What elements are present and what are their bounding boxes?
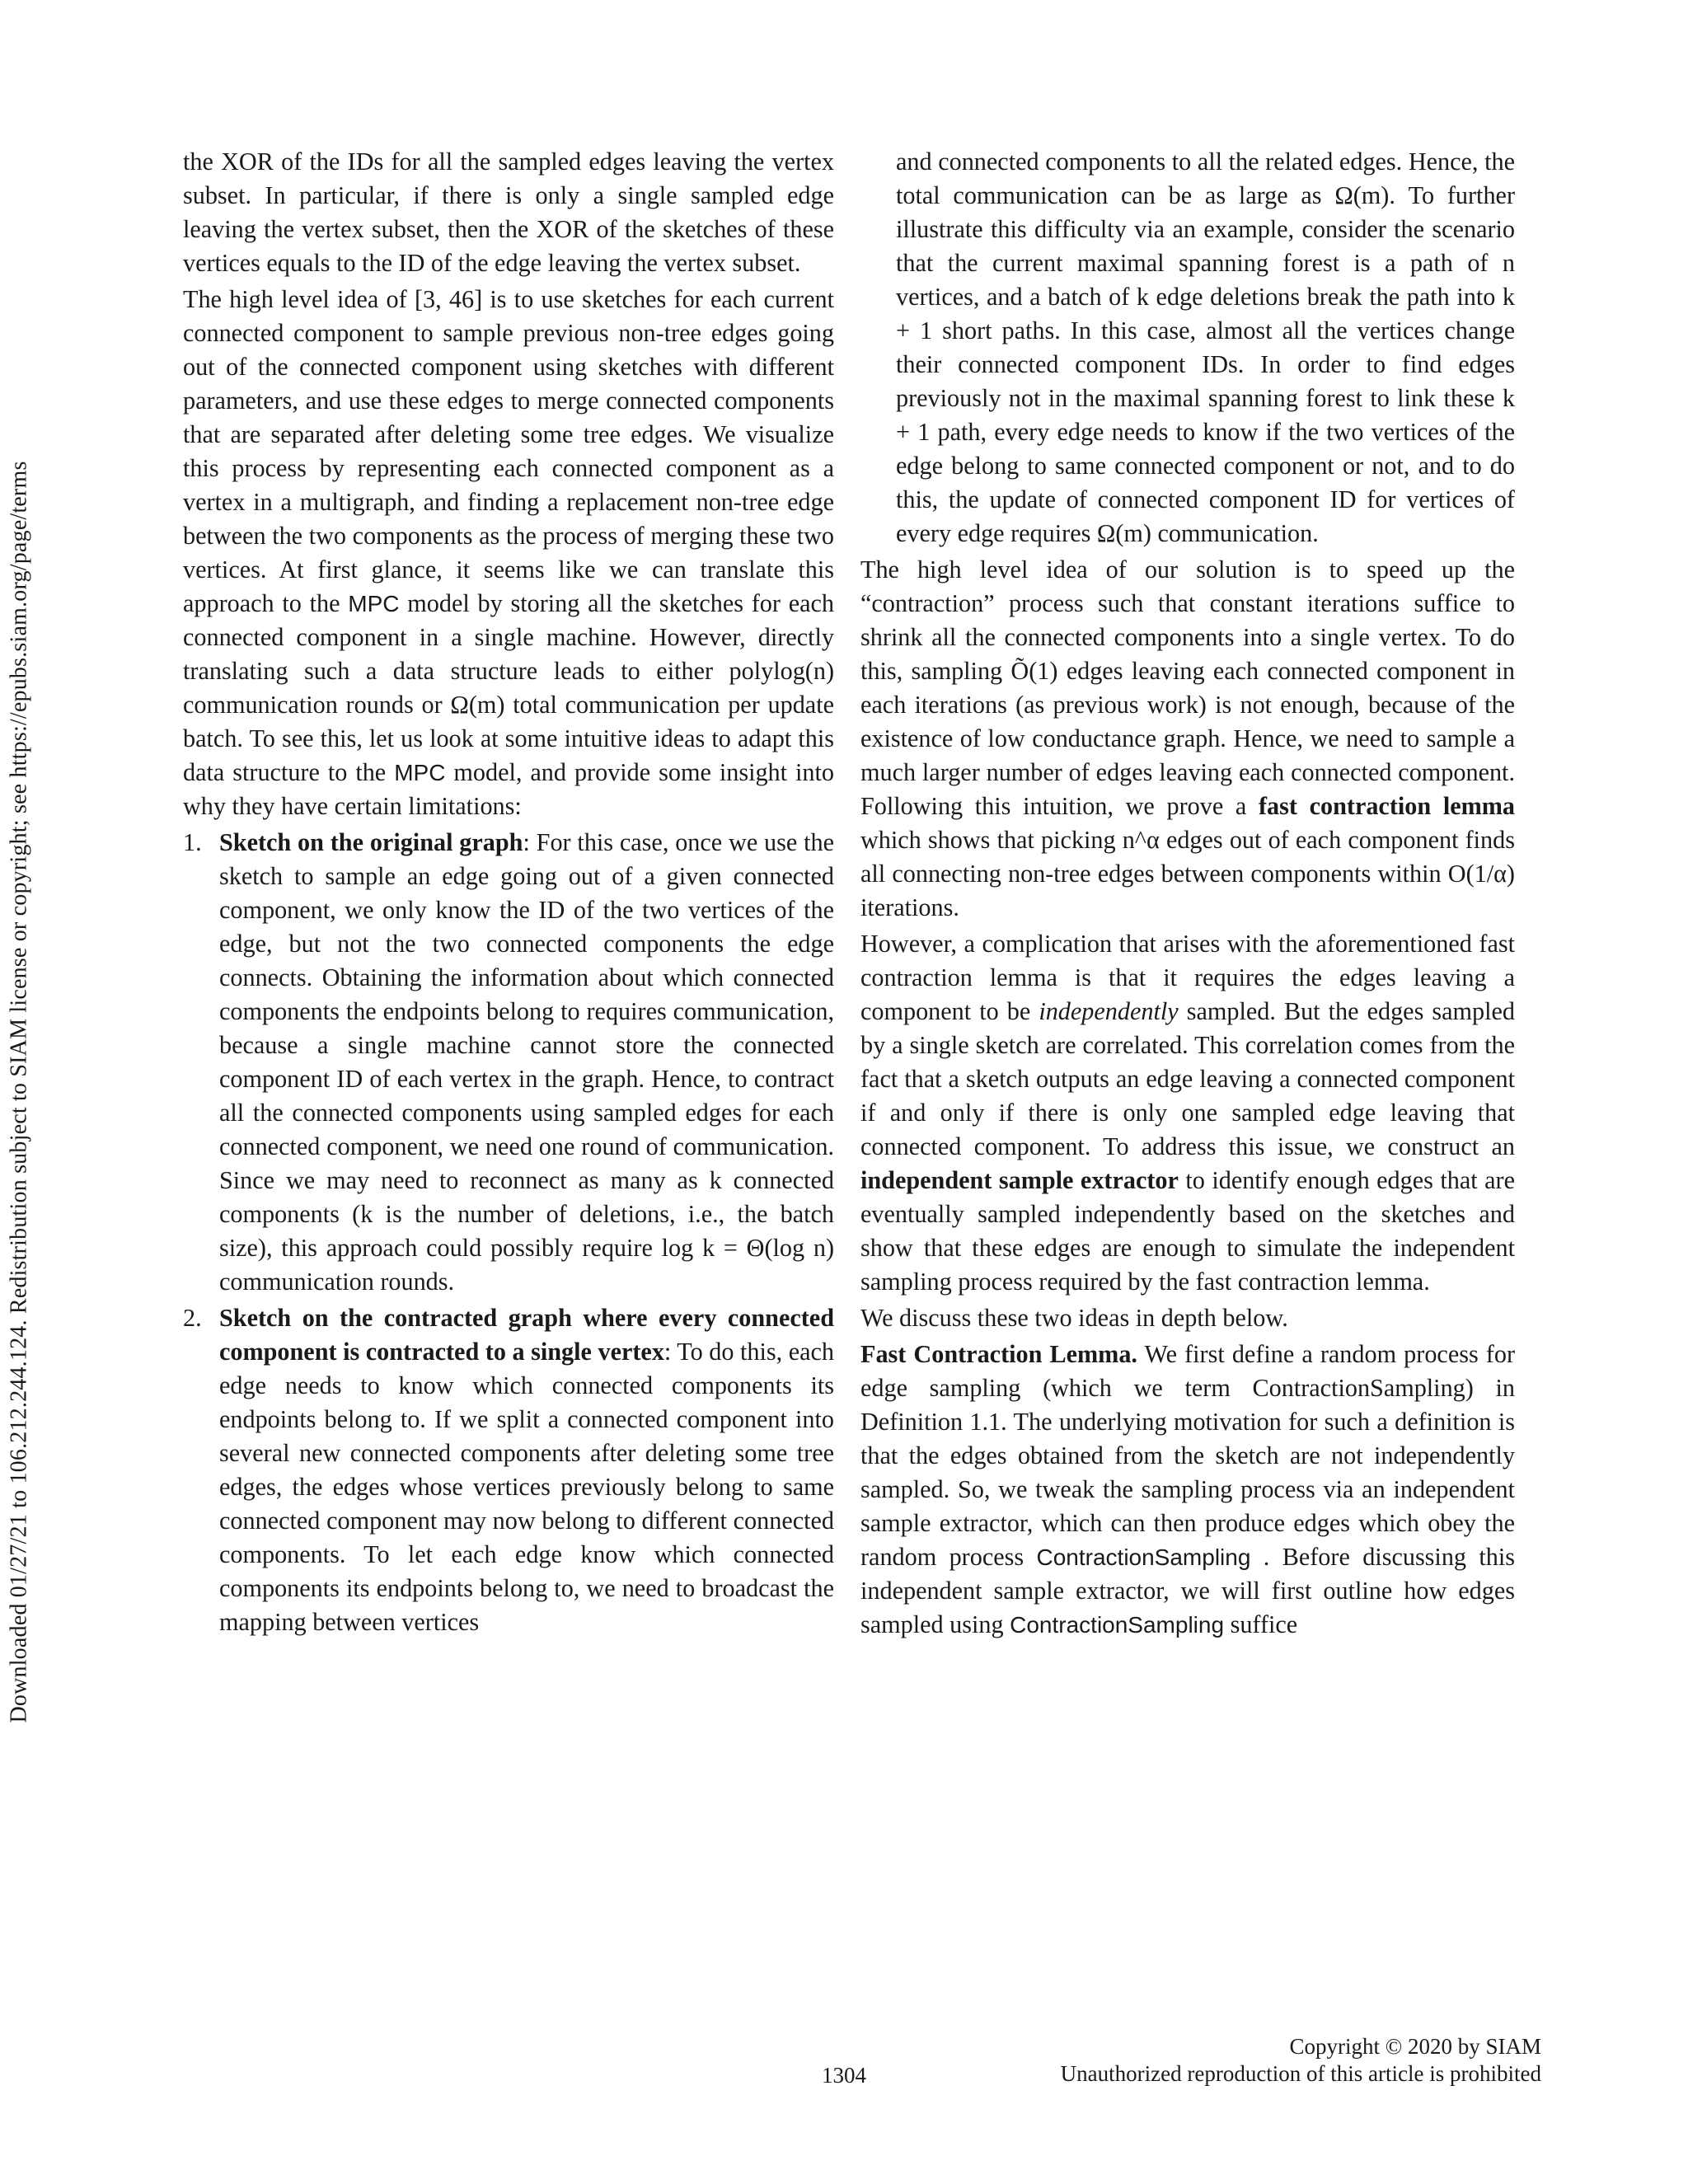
download-notice-text: Downloaded 01/27/21 to 106.212.244.124. Redistribution subject to SIAM license or copyright; see https://epubs.siam.org/page/terms <box>7 461 32 1723</box>
paragraph-high-level-idea <box>183 283 834 823</box>
paragraph-fast-contraction <box>860 1338 1515 1642</box>
paragraph-discuss: We discuss these two ideas in depth below. <box>860 1304 1288 1332</box>
text-run: . Before discussing this independent sample extractor, we will first outline how edges sampled using <box>860 1543 1515 1638</box>
bold-term: independent sample extractor <box>860 1166 1179 1194</box>
left-column <box>183 145 834 1642</box>
list-item-body <box>183 826 834 1299</box>
list-number: 1. <box>183 828 202 856</box>
mpc-term: MPC <box>348 591 400 616</box>
bold-term: fast contraction lemma <box>1258 792 1515 820</box>
paragraph-complication <box>860 927 1515 1299</box>
text-run: suffice <box>1224 1610 1298 1638</box>
list-item-continuation: and connected components to all the related edges. Hence, the total communication can be as large as Ω(m). To further illustrate this difficulty via an example, consider the scenario that the current maximal spanning forest is a path of n vertices, and a batch of k edge deletions break the path into k + 1 short paths. In this case, almost all the vertices change their connected component IDs. In order to find edges previously not in the maximal spanning forest to link these k + 1 path, every edge needs to know if the two vertices of the edge belong to same connected component or not, and to do this, the update of connected component ID for vertices of every edge requires Ω(m) communication. <box>896 148 1515 547</box>
download-notice <box>0 0 40 2184</box>
right-column <box>860 145 1515 1644</box>
copyright-line: Copyright © 2020 by SIAM <box>1289 2034 1541 2059</box>
paragraph-our-solution <box>860 553 1515 925</box>
text-run: to identify enough edges that are eventually sampled independently based on the sketches and show that these edges are enough to simulate the independent sampling process required by the fast contraction lemma. <box>860 1166 1516 1296</box>
paragraph-xor-sketch: the XOR of the IDs for all the sampled edges leaving the vertex subset. In particular, if there is only a single sampled edge leaving the vertex subset, then the XOR of the sketches of these vertices equals to the ID of the edge leaving the vertex subset. <box>183 148 834 277</box>
reproduction-notice: Unauthorized reproduction of this article is prohibited <box>1060 2061 1541 2086</box>
contraction-sampling-term: ContractionSampling <box>1010 1612 1225 1638</box>
paragraph-heading: Fast Contraction Lemma. <box>860 1340 1137 1368</box>
italic-term: independently <box>1039 997 1179 1025</box>
list-item-sketch-original <box>183 826 834 1299</box>
text-run: The high level idea of [3, 46] is to use sketches for each current connected component to sample previous non-tree edges going out of the connected component using sketches with different parameters, and use these edges to merge connected components that are separated after deleting some tree edges. We visualize this process by representing each connected component as a vertex in a multigraph, and finding a replacement non-tree edge between the two components as the process of merging these two vertices. At first glance, it seems like we can translate this approach to the <box>183 285 834 617</box>
contraction-sampling-term: ContractionSampling <box>1036 1544 1251 1570</box>
list-item-title: Sketch on the contracted graph where every connected component is contracted to a single vertex <box>219 1304 834 1366</box>
text-run: sampled. But the edges sampled by a single sketch are correlated. This correlation comes from the fact that a sketch outputs an edge leaving a connected component if and only if there is only one sampled edge leaving that connected component. To address this issue, we construct an <box>860 997 1515 1160</box>
list-number: 2. <box>183 1304 202 1332</box>
text-run: model by storing all the sketches for each connected component in a single machine. However, directly translating such a data structure leads to either polylog(n) communication rounds or Ω(m) total communication per update batch. To see this, let us look at some intuitive ideas to adapt this data structure to the <box>183 589 834 786</box>
list-item-sketch-contracted <box>183 1301 834 1639</box>
text-run: The high level idea of our solution is to speed up the “contraction” process such that constant iterations suffice to shrink all the connected components into a single vertex. To do this, sampling Õ(1) edges leaving each connected component in each iterations (as previous work) is not enough, because of the existence of low conductance graph. Hence, we need to sample a much larger number of edges leaving each connected component. Following this intuition, we prove a <box>860 555 1515 820</box>
list-item-body <box>183 1301 834 1639</box>
mpc-term: MPC <box>394 760 446 785</box>
text-run: However, a complication that arises with the aforementioned fast contraction lemma is that it requires the edges leaving a component to be <box>860 930 1515 1025</box>
list-item-title: Sketch on the original graph <box>219 828 523 856</box>
text-run: which shows that picking n^α edges out of each component finds all connecting non-tree edges between components within O(1/α) iterations. <box>860 826 1515 921</box>
text-run: : For this case, once we use the sketch to sample an edge going out of a given connected component, we only know the ID of the two vertices of the edge, but not the two connected components the edge connects. Obtaining the information about which connected components the endpoints belong to requires communication, because a single machine cannot store the connected component ID of each vertex in the graph. Hence, to contract all the connected components using sampled edges for each connected component, we need one round of communication. Since we may need to reconnect as many as k connected components (k is the number of deletions, i.e., the batch size), this approach could possibly require log k = Θ(log n) communication rounds. <box>219 828 834 1296</box>
copyright-notice <box>1061 2033 1541 2088</box>
text-run: : To do this, each edge needs to know which connected components its endpoints belong to. If we split a connected component into several new connected components after deleting some tree edges, the edges whose vertices previously belong to same connected component may now belong to different connected components. To let each edge know which connected components its endpoints belong to, we need to broadcast the mapping between vertices <box>219 1338 835 1636</box>
page-number: 1304 <box>822 2063 866 2088</box>
text-run: model, and provide some insight into why they have certain limitations: <box>183 758 834 820</box>
text-run: We first define a random process for edge sampling (which we term ContractionSampling) in Definition 1.1. The underlying motivation for such a definition is that the edges obtained from the sketch are not independently sampled. So, we tweak the sampling process via an independent sample extractor, which can then produce edges which obey the random process <box>860 1340 1516 1571</box>
